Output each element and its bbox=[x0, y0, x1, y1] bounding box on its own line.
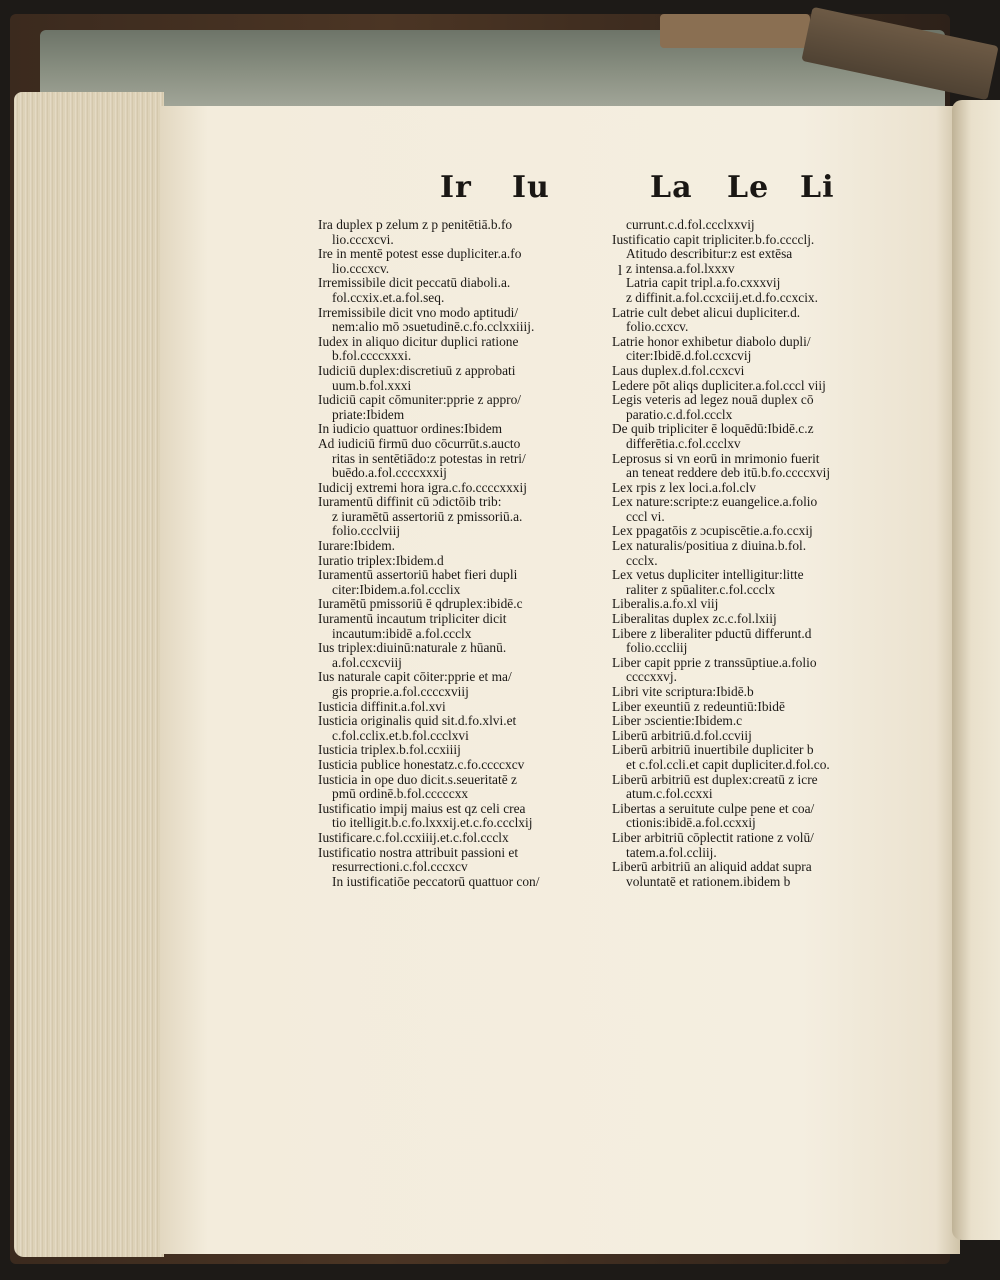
index-line: c.fol.cclix.et.b.fol.ccclxvi bbox=[332, 728, 469, 743]
index-line: Iustificatio nostra attribuit passioni et bbox=[318, 845, 519, 860]
index-column-right bbox=[612, 218, 902, 889]
index-line: Atitudo describitur:z est extēsa bbox=[626, 247, 793, 262]
index-line: Iusticia originalis quid sit.d.fo.xlvi.et bbox=[318, 714, 517, 729]
index-line: Iudex in aliquo dicitur duplici ratione bbox=[318, 334, 519, 349]
index-column-left bbox=[318, 218, 603, 889]
index-line: b.fol.ccccxxxi. bbox=[332, 349, 412, 364]
index-line: ctionis:ibidē.a.fol.ccxxij bbox=[626, 816, 756, 831]
index-line: differētia.c.fol.ccclxv bbox=[626, 436, 741, 451]
index-line: pmū ordinē.b.fol.cccccxx bbox=[332, 787, 469, 802]
index-line: priate:Ibidem bbox=[332, 407, 405, 422]
book-clasp bbox=[660, 14, 810, 48]
index-line: Latrie cult debet alicui dupliciter.d. bbox=[612, 305, 801, 320]
index-line: Libere z liberaliter pductū differunt.d bbox=[612, 626, 812, 641]
margin-letter: l bbox=[618, 263, 623, 279]
index-line: gis proprie.a.fol.ccccxviij bbox=[332, 685, 469, 699]
index-line: tatem.a.fol.ccliij. bbox=[626, 845, 717, 860]
index-line: In iustificatiōe peccatorū quattuor con/ bbox=[332, 874, 540, 889]
index-line: Ledere pōt aliqs dupliciter.a.fol.cccl viij bbox=[612, 378, 826, 393]
index-line: ccclx. bbox=[626, 553, 658, 568]
index-line: Iustificare.c.fol.ccxiiij.et.c.fol.ccclx bbox=[318, 830, 509, 845]
index-line: an teneat reddere deb itū.b.fo.ccccxvij bbox=[626, 466, 831, 481]
index-line: fol.ccxix.et.a.fol.seq. bbox=[332, 290, 445, 305]
index-line: currunt.c.d.fol.ccclxxvij bbox=[626, 218, 755, 232]
index-line: Leprosus si vn eorū in mrimonio fuerit bbox=[612, 451, 820, 466]
index-line: Iuramentū diffinit cū ɔdictōib trib: bbox=[318, 495, 502, 510]
index-line: Iudiciū capit cōmuniter:pprie z appro/ bbox=[318, 393, 522, 408]
index-line: Liber capit pprie z transsūptiue.a.folio bbox=[612, 655, 817, 670]
index-line: Iusticia publice honestatz.c.fo.ccccxcv bbox=[318, 757, 525, 772]
index-line: Iusticia diffinit.a.fol.xvi bbox=[318, 699, 446, 714]
index-line: Iuramētū pmissoriū ē qdruplex:ibidē.c bbox=[318, 597, 523, 612]
index-line: Ius triplex:diuinū:naturale z hūanū. bbox=[318, 641, 507, 656]
index-line: Liber ɔscientie:Ibidem.c bbox=[612, 714, 743, 729]
index-line: Lex ppagatōis z ɔcupiscētie.a.fo.ccxij bbox=[612, 524, 813, 539]
index-line: Liberū arbitriū est duplex:creatū z icre bbox=[612, 772, 818, 787]
index-line: Latrie honor exhibetur diabolo dupli/ bbox=[612, 334, 811, 349]
index-line: incautum:ibidē a.fol.ccclx bbox=[332, 626, 472, 641]
index-line: Iudicij extremi hora igra.c.fo.ccccxxxij bbox=[318, 480, 527, 495]
index-line: paratio.c.d.fol.ccclx bbox=[626, 407, 733, 422]
index-line: z diffinit.a.fol.ccxciij.et.d.fo.ccxcix. bbox=[626, 290, 818, 305]
index-line: Lex rpis z lex loci.a.fol.clv bbox=[612, 480, 756, 495]
index-line: ccccxxvj. bbox=[626, 670, 677, 685]
index-line: cccl vi. bbox=[626, 509, 665, 524]
index-line: raliter z spūaliter.c.fol.ccclx bbox=[626, 582, 776, 597]
index-line: voluntatē et rationem.ibidem b bbox=[626, 874, 791, 889]
index-line: Legis veteris ad legez nouā duplex cō bbox=[612, 393, 814, 408]
index-line: z intensa.a.fol.lxxxv bbox=[626, 261, 735, 276]
index-line: folio.cccliij bbox=[626, 641, 688, 656]
index-line: Latria capit tripl.a.fo.cxxxvij bbox=[626, 276, 781, 291]
index-line: Liber arbitriū cōplectit ratione z volū/ bbox=[612, 830, 814, 845]
index-line: Liberalis.a.fo.xl viij bbox=[612, 597, 719, 612]
index-line: Irremissibile dicit peccatū diaboli.a. bbox=[318, 276, 511, 291]
headword-ir: Ir bbox=[440, 170, 472, 205]
index-line: z iuramētū assertoriū z pmissoriū.a. bbox=[332, 509, 523, 524]
headword-la: La bbox=[650, 170, 693, 205]
index-line: Ad iudiciū firmū duo cōcurrūt.s.aucto bbox=[318, 436, 521, 451]
index-line: Libri vite scriptura:Ibidē.b bbox=[612, 685, 754, 699]
index-line: Iuratio triplex:Ibidem.d bbox=[318, 553, 444, 568]
index-line: Iuramentū assertoriū habet fieri dupli bbox=[318, 568, 518, 583]
index-line: In iudicio quattuor ordines:Ibidem bbox=[318, 422, 503, 437]
index-line: Laus duplex.d.fol.ccxcvi bbox=[612, 363, 745, 378]
headword-li: Li bbox=[800, 170, 835, 205]
index-line: Iusticia triplex.b.fol.ccxiiij bbox=[318, 743, 461, 758]
index-line: atum.c.fol.ccxxi bbox=[626, 787, 713, 802]
index-line: Iustificatio capit tripliciter.b.fo.cccclj. bbox=[612, 232, 815, 247]
index-line: citer:Ibidē.d.fol.ccxcvij bbox=[626, 349, 752, 364]
index-line: Iuramentū incautum tripliciter dicit bbox=[318, 612, 507, 627]
index-line: Lex vetus dupliciter intelligitur:litte bbox=[612, 568, 804, 583]
index-line: folio.ccxcv. bbox=[626, 320, 689, 335]
page-stack-edge bbox=[14, 92, 164, 1257]
index-line: Iudiciū duplex:discretiuū z approbati bbox=[318, 363, 516, 378]
headword-le: Le bbox=[727, 170, 770, 205]
index-line: Liberū arbitriū inuertibile dupliciter b bbox=[612, 743, 814, 758]
index-line: Liberū arbitriū an aliquid addat supra bbox=[612, 860, 812, 875]
index-line: Liberalitas duplex zc.c.fol.lxiij bbox=[612, 612, 777, 627]
index-line: Liber exeuntiū z redeuntiū:Ibidē bbox=[612, 699, 785, 714]
index-line: Lex naturalis/positiua z diuina.b.fol. bbox=[612, 539, 807, 554]
index-line: folio.ccclviij bbox=[332, 524, 401, 539]
index-line: lio.cccxcv. bbox=[332, 261, 390, 276]
running-headwords bbox=[0, 170, 1000, 210]
index-line: De quib tripliciter ē loquēdū:Ibidē.c.z bbox=[612, 422, 814, 437]
headword-iu: Iu bbox=[512, 170, 550, 205]
index-line: lio.cccxcvi. bbox=[332, 232, 394, 247]
index-line: Ira duplex p zelum z p penitētiā.b.fo bbox=[318, 218, 513, 232]
right-page-edge bbox=[952, 100, 1000, 1240]
index-line: Liberū arbitriū.d.fol.ccviij bbox=[612, 728, 752, 743]
index-line: uum.b.fol.xxxi bbox=[332, 378, 412, 393]
index-line: nem:alio mō ɔsuetudinē.c.fo.cclxxiiij. bbox=[332, 320, 535, 335]
index-line: tio itelligit.b.c.fo.lxxxij.et.c.fo.ccclxij bbox=[332, 816, 533, 831]
index-line: buēdo.a.fol.ccccxxxij bbox=[332, 466, 447, 481]
index-line: Ius naturale capit cōiter:pprie et ma/ bbox=[318, 670, 512, 685]
index-line: a.fol.ccxcviij bbox=[332, 655, 402, 670]
index-line: Libertas a seruitute culpe pene et coa/ bbox=[612, 801, 815, 816]
index-line: Irremissibile dicit vno modo aptitudi/ bbox=[318, 305, 519, 320]
index-line: resurrectioni.c.fol.cccxcv bbox=[332, 860, 468, 875]
index-line: Lex nature:scripte:z euangelice.a.folio bbox=[612, 495, 818, 510]
index-line: Iusticia in ope duo dicit.s.seueritatē z bbox=[318, 772, 517, 787]
index-line: et c.fol.ccli.et capit dupliciter.d.fol.co. bbox=[626, 757, 830, 772]
index-line: citer:Ibidem.a.fol.ccclix bbox=[332, 582, 461, 597]
index-line: Iustificatio impij maius est qz celi crea bbox=[318, 801, 526, 816]
index-line: Iurare:Ibidem. bbox=[318, 539, 395, 554]
index-line: Ire in mentē potest esse dupliciter.a.fo bbox=[318, 247, 522, 262]
index-line: ritas in sentētiādo:z potestas in retri/ bbox=[332, 451, 526, 466]
